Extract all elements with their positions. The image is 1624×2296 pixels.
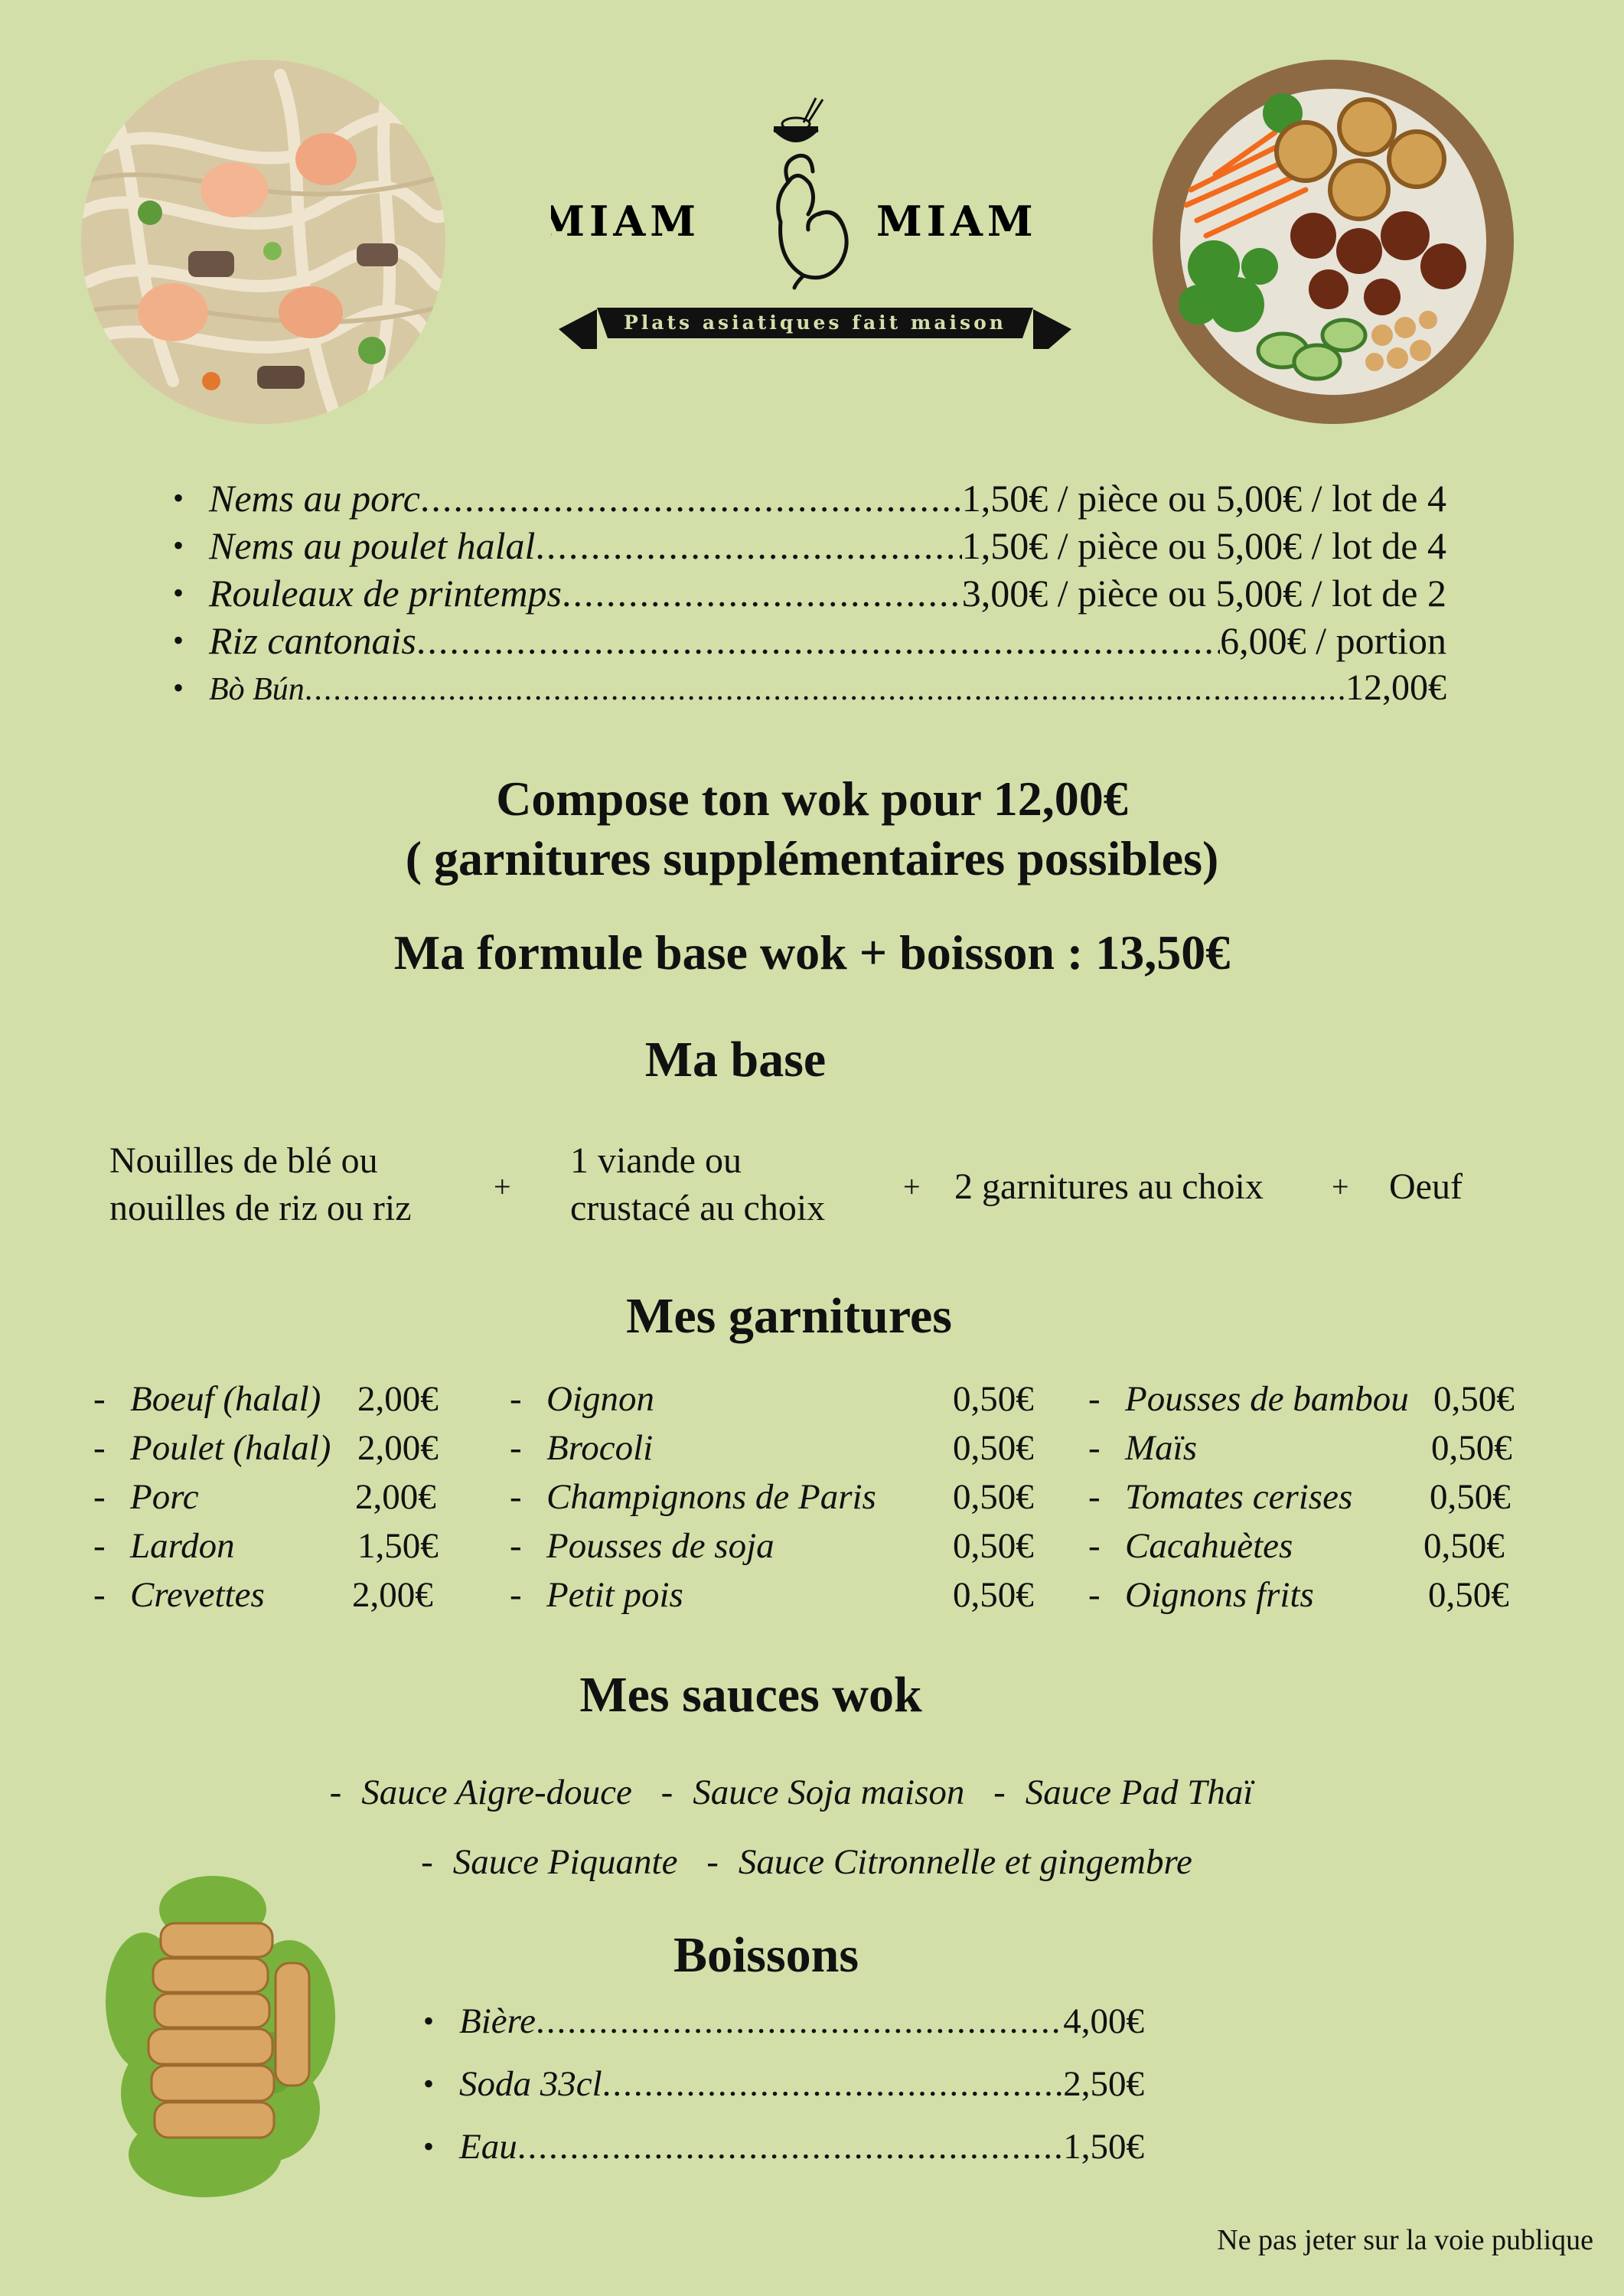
garniture-item: - Champignons de Paris — [510, 1477, 876, 1517]
garniture-item: - Crevettes — [93, 1575, 265, 1615]
garniture-item: - Lardon — [93, 1526, 235, 1566]
base-title: Ma base — [644, 1032, 827, 1088]
sauces-row: - Sauce Aigre-douce - Sauce Soja maison - Sauce Pad Thaï — [329, 1773, 1254, 1812]
finger-heart-hand-icon — [778, 155, 847, 288]
garniture-item: - Pousses de soja — [510, 1526, 774, 1566]
garniture-price: 0,50€ — [953, 1428, 1034, 1468]
garniture-item: - Poulet (halal) — [93, 1428, 331, 1468]
garniture-item: - Oignon — [510, 1379, 654, 1419]
garniture-price: 0,50€ — [953, 1526, 1034, 1566]
garniture-item: - Pousses de bambou — [1088, 1379, 1409, 1419]
formule-heading: Ma formule base wok + boisson : 13,50€ — [393, 925, 1231, 980]
base-option-meat: 1 viande ou crustacé au choix — [570, 1140, 826, 1228]
svg-text:Plats asiatiques fait maison: Plats asiatiques fait maison — [624, 311, 1006, 334]
miam-miam-logo — [551, 92, 1079, 367]
sauce-item: Sauce Aigre-douce — [361, 1773, 632, 1812]
base-option-garnitures: 2 garnitures au choix — [954, 1166, 1264, 1207]
list-item: • Rouleaux de printemps ..... 3,00€ / pièce ou 5,00€ / lot de 2 — [167, 569, 1446, 617]
garnitures-title: Mes garnitures — [626, 1288, 952, 1344]
footer-note: Ne pas jeter sur la voie publique — [1217, 2224, 1593, 2256]
bo-bun-bowl-photo — [1153, 60, 1514, 424]
sauce-item: Sauce Soja maison — [693, 1773, 965, 1812]
garniture-price: 1,50€ — [357, 1526, 439, 1566]
garniture-item: - Maïs — [1088, 1428, 1197, 1468]
plus-sign: + — [494, 1169, 511, 1204]
pad-thai-noodles-photo — [81, 60, 445, 424]
sauce-item: Sauce Citronnelle et gingembre — [738, 1842, 1192, 1882]
wok-price-heading: Compose ton wok pour 12,00€ — [496, 771, 1128, 826]
svg-text:MIAM: MIAM — [551, 197, 700, 246]
wok-extra-note: ( garnitures supplémentaires possibles) — [405, 831, 1219, 885]
list-item: • Nems au porc ..... 1,50€ / pièce ou 5,00€ / lot de 4 — [167, 475, 1446, 522]
garniture-item: - Boeuf (halal) — [93, 1379, 321, 1419]
garniture-item: - Petit pois — [510, 1575, 683, 1615]
sauce-item: Sauce Piquante — [452, 1842, 678, 1882]
bowl-chopsticks-icon — [773, 98, 823, 142]
list-item: • Bò Bún ..... 12,00€ — [167, 664, 1446, 712]
base-option-egg: Oeuf — [1389, 1166, 1463, 1207]
garniture-item: - Brocoli — [510, 1428, 654, 1468]
sauces-title: Mes sauces wok — [579, 1667, 922, 1723]
list-item: • Riz cantonais ..... 6,00€ / portion — [167, 617, 1446, 664]
drinks-list — [417, 1990, 1144, 2178]
garniture-price: 0,50€ — [1430, 1477, 1511, 1517]
svg-text:MIAM: MIAM — [876, 197, 1038, 246]
spring-rolls-photo — [98, 1864, 343, 2200]
garniture-price: 0,50€ — [953, 1379, 1034, 1419]
garniture-price: 0,50€ — [1428, 1575, 1509, 1615]
garniture-item: - Tomates cerises — [1088, 1477, 1353, 1517]
garniture-price: 2,00€ — [352, 1575, 433, 1615]
garniture-price: 2,00€ — [355, 1477, 436, 1517]
garniture-price: 2,00€ — [357, 1379, 439, 1419]
garniture-price: 0,50€ — [953, 1477, 1034, 1517]
list-item: • Soda 33cl ..... 2,50€ — [417, 2053, 1144, 2115]
garniture-item: - Cacahuètes — [1088, 1526, 1293, 1566]
sauces-row: - Sauce Piquante - Sauce Citronnelle et gingembre — [421, 1842, 1192, 1882]
sauce-item: Sauce Pad Thaï — [1025, 1773, 1254, 1812]
garniture-price: 0,50€ — [1433, 1379, 1515, 1419]
list-item: • Nems au poulet halal ..... 1,50€ / pièce ou 5,00€ / lot de 4 — [167, 522, 1446, 569]
garniture-price: 0,50€ — [1431, 1428, 1512, 1468]
garniture-item: - Oignons frits — [1088, 1575, 1314, 1615]
garniture-item: - Porc — [93, 1477, 199, 1517]
list-item: • Bière ..... 4,00€ — [417, 1990, 1144, 2053]
plus-sign: + — [903, 1169, 921, 1204]
menu-list — [167, 475, 1446, 712]
garniture-price: 0,50€ — [1423, 1526, 1505, 1566]
list-item: • Eau ..... 1,50€ — [417, 2115, 1144, 2178]
plus-sign: + — [1332, 1169, 1349, 1204]
base-option-noodles: Nouilles de blé ou nouilles de riz ou riz — [109, 1140, 412, 1228]
garniture-price: 0,50€ — [953, 1575, 1034, 1615]
garniture-price: 2,00€ — [357, 1428, 439, 1468]
boissons-title: Boissons — [673, 1927, 859, 1983]
